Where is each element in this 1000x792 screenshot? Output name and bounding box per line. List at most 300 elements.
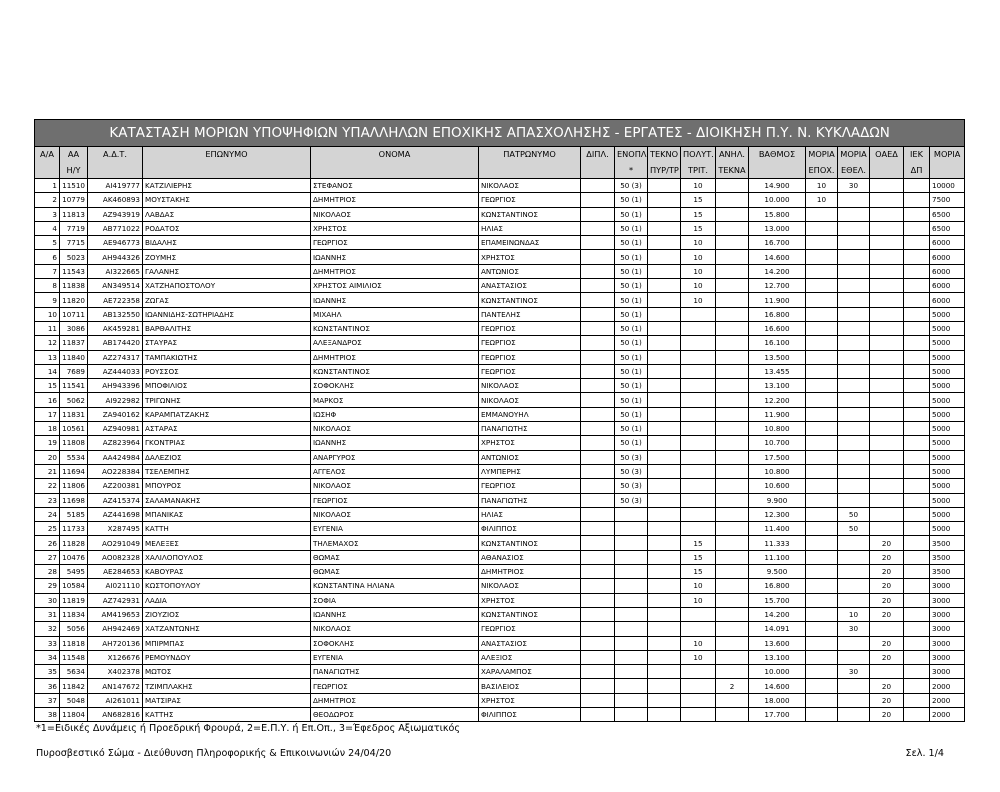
cell-tekno	[648, 407, 681, 421]
cell-moria: 5000	[930, 436, 965, 450]
cell-enopl	[615, 565, 648, 579]
cell-anil	[716, 207, 749, 221]
cell-moria: 5000	[930, 407, 965, 421]
cell-adt: ΑΖ274317	[88, 350, 143, 364]
cell-dipl	[581, 236, 615, 250]
cell-aa-hy: 10476	[60, 550, 88, 564]
cell-adt: ΑΒ174420	[88, 336, 143, 350]
cell-vathmos: 16.800	[749, 307, 806, 321]
cell-aa-hy: 11510	[60, 179, 88, 193]
cell-adt: ΑΙ419777	[88, 179, 143, 193]
cell-vathmos: 14.200	[749, 264, 806, 278]
cell-moria: 5000	[930, 479, 965, 493]
cell-aa-hy: 11840	[60, 350, 88, 364]
header-father-name	[479, 163, 581, 179]
cell-aa: 37	[35, 693, 60, 707]
cell-moria-epox	[806, 293, 838, 307]
cell-name: ΙΩΑΝΝΗΣ	[311, 436, 479, 450]
cell-polyt: 15	[681, 565, 716, 579]
cell-surname: ΚΑΤΤΗΣ	[143, 707, 311, 721]
cell-moria-ethel	[838, 565, 870, 579]
cell-moria-ethel	[838, 450, 870, 464]
cell-moria-epox: 10	[806, 179, 838, 193]
cell-aa: 13	[35, 350, 60, 364]
cell-moria-ethel	[838, 593, 870, 607]
cell-enopl	[615, 550, 648, 564]
cell-name: ΝΙΚΟΛΑΟΣ	[311, 422, 479, 436]
cell-iek	[904, 707, 930, 721]
cell-moria-ethel	[838, 193, 870, 207]
cell-aa: 29	[35, 579, 60, 593]
cell-father-name: ΑΝΑΣΤΑΣΙΟΣ	[479, 636, 581, 650]
cell-aa-hy: 5056	[60, 622, 88, 636]
cell-dipl	[581, 293, 615, 307]
cell-moria-epox	[806, 436, 838, 450]
cell-enopl	[615, 522, 648, 536]
header-moria-epox: ΜΟΡΙΑ	[806, 147, 838, 163]
cell-aa: 5	[35, 236, 60, 250]
cell-adt: ΑΙ261011	[88, 693, 143, 707]
cell-moria-ethel	[838, 307, 870, 321]
cell-surname: ΜΩΤΟΣ	[143, 665, 311, 679]
cell-tekno	[648, 436, 681, 450]
cell-moria: 5000	[930, 379, 965, 393]
cell-polyt	[681, 464, 716, 478]
cell-father-name: ΠΑΝΑΓΙΩΤΗΣ	[479, 493, 581, 507]
cell-moria: 6500	[930, 221, 965, 235]
cell-name: ΚΩΝΣΤΑΝΤΙΝΟΣ	[311, 321, 479, 335]
footer-source: Πυροσβεστικό Σώμα - Διεύθυνση Πληροφορικής & Επικοινωνιών 24/04/20	[36, 748, 392, 759]
table-row	[35, 707, 965, 721]
cell-name: ΑΛΕΞΑΝΔΡΟΣ	[311, 336, 479, 350]
cell-vathmos: 10.700	[749, 436, 806, 450]
cell-moria-ethel	[838, 493, 870, 507]
header-row-top	[35, 147, 965, 163]
table-row	[35, 464, 965, 478]
cell-vathmos: 10.000	[749, 665, 806, 679]
cell-aa-hy: 11834	[60, 607, 88, 621]
table-row	[35, 364, 965, 378]
cell-dipl	[581, 522, 615, 536]
cell-father-name: ΠΑΝΑΓΙΩΤΗΣ	[479, 422, 581, 436]
cell-dipl	[581, 307, 615, 321]
cell-aa: 7	[35, 264, 60, 278]
cell-moria-ethel	[838, 636, 870, 650]
cell-iek	[904, 350, 930, 364]
cell-moria-ethel	[838, 707, 870, 721]
cell-adt: ΑΖ415374	[88, 493, 143, 507]
table-row	[35, 393, 965, 407]
table-row	[35, 193, 965, 207]
cell-tekno	[648, 479, 681, 493]
header-moria-ethel: ΜΟΡΙΑ	[838, 147, 870, 163]
table-row	[35, 179, 965, 193]
cell-polyt	[681, 450, 716, 464]
cell-oaed: 20	[870, 679, 904, 693]
cell-father-name: ΛΥΜΠΕΡΗΣ	[479, 464, 581, 478]
cell-anil	[716, 693, 749, 707]
cell-vathmos: 13.600	[749, 636, 806, 650]
cell-moria-epox	[806, 507, 838, 521]
cell-dipl	[581, 650, 615, 664]
cell-aa: 34	[35, 650, 60, 664]
cell-adt: ΑΑ424984	[88, 450, 143, 464]
cell-father-name: ΦΙΛΙΠΠΟΣ	[479, 522, 581, 536]
cell-adt: ΑΖ940981	[88, 422, 143, 436]
cell-iek	[904, 507, 930, 521]
cell-oaed	[870, 179, 904, 193]
cell-adt: ΑΟ228384	[88, 464, 143, 478]
cell-name: ΔΗΜΗΤΡΙΟΣ	[311, 193, 479, 207]
cell-dipl	[581, 279, 615, 293]
cell-polyt	[681, 493, 716, 507]
cell-moria: 6000	[930, 293, 965, 307]
cell-moria: 3000	[930, 650, 965, 664]
cell-moria: 5000	[930, 321, 965, 335]
cell-name: ΜΑΡΚΟΣ	[311, 393, 479, 407]
cell-polyt	[681, 693, 716, 707]
cell-name: ΝΙΚΟΛΑΟΣ	[311, 622, 479, 636]
cell-iek	[904, 479, 930, 493]
cell-father-name: ΚΩΝΣΤΑΝΤΙΝΟΣ	[479, 607, 581, 621]
header-vathmos	[749, 163, 806, 179]
cell-moria-epox	[806, 636, 838, 650]
cell-aa: 4	[35, 221, 60, 235]
header-dipl: ΔΙΠΛ.	[581, 147, 615, 163]
table-row	[35, 693, 965, 707]
cell-vathmos: 14.091	[749, 622, 806, 636]
table-row	[35, 593, 965, 607]
cell-father-name: ΓΕΩΡΓΙΟΣ	[479, 622, 581, 636]
cell-oaed	[870, 379, 904, 393]
cell-iek	[904, 579, 930, 593]
cell-aa: 33	[35, 636, 60, 650]
cell-aa: 10	[35, 307, 60, 321]
cell-moria: 3000	[930, 665, 965, 679]
cell-oaed	[870, 350, 904, 364]
cell-aa-hy: 11733	[60, 522, 88, 536]
cell-moria-ethel	[838, 350, 870, 364]
cell-polyt	[681, 422, 716, 436]
cell-moria-epox	[806, 550, 838, 564]
cell-name: ΣΟΦΟΚΛΗΣ	[311, 379, 479, 393]
cell-adt: ΑΒ771022	[88, 221, 143, 235]
cell-surname: ΓΑΛΑΝΗΣ	[143, 264, 311, 278]
cell-aa-hy: 10584	[60, 579, 88, 593]
cell-aa-hy: 11541	[60, 379, 88, 393]
cell-vathmos: 15.700	[749, 593, 806, 607]
cell-surname: ΡΟΔΑΤΟΣ	[143, 221, 311, 235]
cell-father-name: ΧΑΡΑΛΑΜΠΟΣ	[479, 665, 581, 679]
cell-name: ΙΩΑΝΝΗΣ	[311, 250, 479, 264]
cell-polyt	[681, 393, 716, 407]
cell-moria: 3000	[930, 593, 965, 607]
cell-surname: ΓΚΟΝΤΡΙΑΣ	[143, 436, 311, 450]
header-moria-ethel: ΕΘΕΛ.	[838, 163, 870, 179]
cell-oaed: 20	[870, 693, 904, 707]
table-row	[35, 650, 965, 664]
cell-moria: 5000	[930, 393, 965, 407]
cell-father-name: ΦΙΛΙΠΠΟΣ	[479, 707, 581, 721]
cell-name: ΝΙΚΟΛΑΟΣ	[311, 207, 479, 221]
header-aa: Α/Α	[35, 147, 60, 163]
cell-father-name: ΧΡΗΣΤΟΣ	[479, 593, 581, 607]
cell-moria-epox	[806, 565, 838, 579]
cell-adt: ΑΖ742931	[88, 593, 143, 607]
cell-name: ΙΩΣΗΦ	[311, 407, 479, 421]
header-enopl: *	[615, 163, 648, 179]
cell-oaed	[870, 364, 904, 378]
cell-tekno	[648, 307, 681, 321]
cell-enopl	[615, 536, 648, 550]
cell-iek	[904, 607, 930, 621]
cell-aa: 25	[35, 522, 60, 536]
cell-moria: 3500	[930, 536, 965, 550]
cell-aa-hy: 11837	[60, 336, 88, 350]
cell-polyt	[681, 522, 716, 536]
cell-aa: 24	[35, 507, 60, 521]
cell-moria-epox	[806, 665, 838, 679]
cell-anil	[716, 636, 749, 650]
cell-father-name: ΝΙΚΟΛΑΟΣ	[479, 379, 581, 393]
cell-iek	[904, 321, 930, 335]
cell-father-name: ΧΡΗΣΤΟΣ	[479, 693, 581, 707]
cell-tekno	[648, 221, 681, 235]
cell-aa: 38	[35, 707, 60, 721]
cell-vathmos: 10.800	[749, 422, 806, 436]
cell-aa-hy: 5634	[60, 665, 88, 679]
cell-surname: ΒΙΔΑΛΗΣ	[143, 236, 311, 250]
table-row	[35, 307, 965, 321]
cell-name: ΣΟΦΟΚΛΗΣ	[311, 636, 479, 650]
cell-aa-hy: 7715	[60, 236, 88, 250]
cell-moria: 3500	[930, 550, 965, 564]
cell-enopl: 50 (1)	[615, 250, 648, 264]
cell-oaed	[870, 236, 904, 250]
header-name: ΟΝΟΜΑ	[311, 147, 479, 163]
cell-enopl: 50 (1)	[615, 336, 648, 350]
cell-moria-ethel	[838, 479, 870, 493]
cell-iek	[904, 264, 930, 278]
cell-moria-ethel: 50	[838, 522, 870, 536]
table-row	[35, 250, 965, 264]
cell-anil	[716, 250, 749, 264]
cell-vathmos: 14.200	[749, 607, 806, 621]
table-row	[35, 665, 965, 679]
cell-vathmos: 11.100	[749, 550, 806, 564]
cell-dipl	[581, 507, 615, 521]
cell-name: ΤΗΛΕΜΑΧΟΣ	[311, 536, 479, 550]
cell-polyt	[681, 507, 716, 521]
cell-adt: ΑΖ441698	[88, 507, 143, 521]
cell-moria-ethel: 30	[838, 665, 870, 679]
cell-dipl	[581, 350, 615, 364]
cell-polyt: 10	[681, 179, 716, 193]
cell-dipl	[581, 221, 615, 235]
cell-father-name: ΗΛΙΑΣ	[479, 221, 581, 235]
cell-adt: ΑΕ722358	[88, 293, 143, 307]
table-row	[35, 436, 965, 450]
cell-aa: 20	[35, 450, 60, 464]
cell-iek	[904, 207, 930, 221]
cell-moria-epox	[806, 422, 838, 436]
table-row	[35, 407, 965, 421]
cell-vathmos: 12.200	[749, 393, 806, 407]
cell-tekno	[648, 279, 681, 293]
cell-anil	[716, 407, 749, 421]
cell-moria-ethel	[838, 579, 870, 593]
cell-anil	[716, 493, 749, 507]
cell-tekno	[648, 364, 681, 378]
cell-moria-ethel	[838, 464, 870, 478]
table-row	[35, 422, 965, 436]
cell-anil	[716, 565, 749, 579]
cell-name: ΔΗΜΗΤΡΙΟΣ	[311, 693, 479, 707]
cell-iek	[904, 422, 930, 436]
cell-aa: 21	[35, 464, 60, 478]
cell-enopl: 50 (1)	[615, 379, 648, 393]
cell-enopl: 50 (1)	[615, 393, 648, 407]
cell-surname: ΚΑΤΤΗ	[143, 522, 311, 536]
cell-vathmos: 10.000	[749, 193, 806, 207]
header-moria: ΜΟΡΙΑ	[930, 147, 965, 163]
cell-name: ΚΩΝΣΤΑΝΤΙΝΟΣ	[311, 364, 479, 378]
cell-aa: 31	[35, 607, 60, 621]
cell-anil	[716, 522, 749, 536]
cell-aa: 14	[35, 364, 60, 378]
cell-father-name: ΠΑΝΤΕΛΗΣ	[479, 307, 581, 321]
header-aa-hy: ΑΑ	[60, 147, 88, 163]
cell-name: ΓΕΩΡΓΙΟΣ	[311, 493, 479, 507]
cell-aa-hy: 5185	[60, 507, 88, 521]
cell-adt: ΑΙ922982	[88, 393, 143, 407]
cell-polyt	[681, 679, 716, 693]
cell-adt: ΑΜ419653	[88, 607, 143, 621]
cell-dipl	[581, 493, 615, 507]
cell-anil	[716, 264, 749, 278]
cell-oaed	[870, 422, 904, 436]
cell-vathmos: 17.500	[749, 450, 806, 464]
cell-tekno	[648, 679, 681, 693]
cell-tekno	[648, 707, 681, 721]
cell-polyt	[681, 707, 716, 721]
cell-tekno	[648, 350, 681, 364]
cell-enopl: 50 (1)	[615, 207, 648, 221]
cell-oaed	[870, 193, 904, 207]
cell-enopl	[615, 607, 648, 621]
cell-dipl	[581, 607, 615, 621]
cell-moria-ethel	[838, 436, 870, 450]
cell-oaed: 20	[870, 593, 904, 607]
cell-oaed	[870, 622, 904, 636]
cell-vathmos: 13.100	[749, 650, 806, 664]
cell-adt: ΑΖ943919	[88, 207, 143, 221]
cell-name: ΣΤΕΦΑΝΟΣ	[311, 179, 479, 193]
cell-aa-hy: 5062	[60, 393, 88, 407]
cell-dipl	[581, 536, 615, 550]
cell-vathmos: 15.800	[749, 207, 806, 221]
header-anil: ΑΝΗΛ.	[716, 147, 749, 163]
cell-oaed: 20	[870, 565, 904, 579]
cell-aa: 8	[35, 279, 60, 293]
table-row	[35, 479, 965, 493]
cell-name: ΧΡΗΣΤΟΣ ΑΙΜΙΛΙΟΣ	[311, 279, 479, 293]
cell-moria-ethel	[838, 207, 870, 221]
cell-enopl: 50 (1)	[615, 221, 648, 235]
cell-name: ΓΕΩΡΓΙΟΣ	[311, 679, 479, 693]
cell-moria-epox	[806, 464, 838, 478]
cell-enopl: 50 (3)	[615, 179, 648, 193]
cell-moria: 6000	[930, 250, 965, 264]
table-row	[35, 264, 965, 278]
cell-anil	[716, 179, 749, 193]
cell-adt: ΑΕ284653	[88, 565, 143, 579]
page-number: Σελ. 1/4	[905, 748, 944, 759]
cell-dipl	[581, 179, 615, 193]
cell-moria-epox	[806, 364, 838, 378]
cell-surname: ΣΤΑΥΡΑΣ	[143, 336, 311, 350]
cell-anil	[716, 236, 749, 250]
cell-moria-ethel	[838, 379, 870, 393]
cell-iek	[904, 193, 930, 207]
cell-anil	[716, 364, 749, 378]
cell-moria-ethel	[838, 321, 870, 335]
cell-name: ΔΗΜΗΤΡΙΟΣ	[311, 350, 479, 364]
cell-moria: 2000	[930, 707, 965, 721]
cell-tekno	[648, 379, 681, 393]
table-row	[35, 336, 965, 350]
cell-vathmos: 13.455	[749, 364, 806, 378]
cell-tekno	[648, 250, 681, 264]
cell-moria: 6000	[930, 264, 965, 278]
cell-tekno	[648, 493, 681, 507]
cell-oaed	[870, 307, 904, 321]
cell-enopl	[615, 693, 648, 707]
cell-moria: 5000	[930, 522, 965, 536]
cell-iek	[904, 307, 930, 321]
cell-tekno	[648, 550, 681, 564]
cell-iek	[904, 236, 930, 250]
cell-aa: 9	[35, 293, 60, 307]
cell-iek	[904, 536, 930, 550]
cell-surname: ΣΑΛΑΜΑΝΑΚΗΣ	[143, 493, 311, 507]
cell-polyt	[681, 364, 716, 378]
cell-father-name: ΝΙΚΟΛΑΟΣ	[479, 393, 581, 407]
cell-moria: 5000	[930, 307, 965, 321]
header-name	[311, 163, 479, 179]
cell-aa: 30	[35, 593, 60, 607]
cell-aa-hy: 10561	[60, 422, 88, 436]
cell-adt: ΑΝ349514	[88, 279, 143, 293]
cell-moria: 5000	[930, 336, 965, 350]
table-title: ΚΑΤΑΣΤΑΣΗ ΜΟΡΙΩΝ ΥΠΟΨΗΦΙΩΝ ΥΠΑΛΛΗΛΩΝ ΕΠΟΧΙΚΗΣ ΑΠΑΣΧΟΛΗΣΗΣ - ΕΡΓΑΤΕΣ - ΔΙΟΙΚΗΣΗ Π.Υ. Ν. ΚΥΚΛΑΔΩΝ	[35, 120, 965, 147]
cell-iek	[904, 250, 930, 264]
cell-father-name: ΓΕΩΡΓΙΟΣ	[479, 350, 581, 364]
cell-moria-ethel	[838, 293, 870, 307]
cell-moria: 10000	[930, 179, 965, 193]
cell-aa: 36	[35, 679, 60, 693]
cell-tekno	[648, 507, 681, 521]
cell-moria-epox	[806, 221, 838, 235]
cell-name: ΧΡΗΣΤΟΣ	[311, 221, 479, 235]
cell-vathmos: 16.800	[749, 579, 806, 593]
cell-oaed: 20	[870, 536, 904, 550]
cell-surname: ΜΠΑΝΙΚΑΣ	[143, 507, 311, 521]
cell-father-name: ΧΡΗΣΤΟΣ	[479, 250, 581, 264]
cell-moria-epox: 10	[806, 193, 838, 207]
cell-moria-epox	[806, 407, 838, 421]
header-row-bottom	[35, 163, 965, 179]
